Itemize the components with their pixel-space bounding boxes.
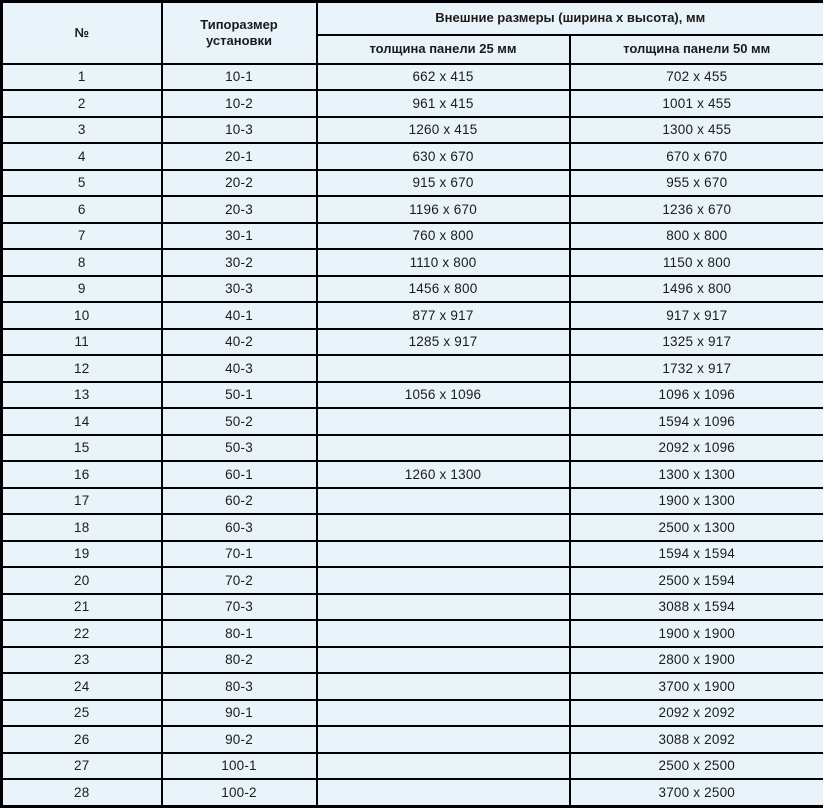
table-row [2, 196, 823, 223]
cell-row-number: 23 [2, 647, 162, 674]
cell-type-size: 60-3 [162, 514, 317, 541]
cell-type-size: 30-3 [162, 276, 317, 303]
cell-row-number: 1 [2, 64, 162, 91]
cell-row-number: 22 [2, 620, 162, 647]
cell-dims-50mm: 1300 x 455 [570, 117, 823, 144]
cell-dims-25mm [317, 620, 570, 647]
cell-dims-25mm: 1110 x 800 [317, 249, 570, 276]
cell-row-number: 19 [2, 541, 162, 568]
cell-row-number: 5 [2, 170, 162, 197]
cell-dims-25mm [317, 408, 570, 435]
cell-dims-50mm: 1325 x 917 [570, 329, 823, 356]
table-row [2, 461, 823, 488]
cell-dims-25mm: 630 x 670 [317, 143, 570, 170]
cell-dims-50mm: 1900 x 1300 [570, 488, 823, 515]
cell-dims-25mm: 662 x 415 [317, 64, 570, 91]
table-row [2, 700, 823, 727]
cell-type-size: 80-3 [162, 673, 317, 700]
cell-row-number: 3 [2, 117, 162, 144]
table-row [2, 488, 823, 515]
table-row [2, 170, 823, 197]
cell-dims-25mm: 1196 x 670 [317, 196, 570, 223]
cell-dims-25mm [317, 488, 570, 515]
cell-row-number: 13 [2, 382, 162, 409]
cell-row-number: 7 [2, 223, 162, 250]
cell-row-number: 10 [2, 302, 162, 329]
table-row [2, 620, 823, 647]
cell-dims-25mm: 877 x 917 [317, 302, 570, 329]
header-panel-thickness-50: толщина панели 50 мм [570, 35, 823, 64]
cell-type-size: 10-3 [162, 117, 317, 144]
cell-type-size: 20-2 [162, 170, 317, 197]
cell-type-size: 90-1 [162, 700, 317, 727]
cell-dims-25mm: 1056 x 1096 [317, 382, 570, 409]
header-row-number: № [2, 2, 162, 64]
table-header [2, 2, 823, 64]
cell-row-number: 11 [2, 329, 162, 356]
cell-dims-50mm: 2092 x 1096 [570, 435, 823, 462]
cell-type-size: 10-1 [162, 64, 317, 91]
table-row [2, 567, 823, 594]
table-row [2, 276, 823, 303]
cell-dims-50mm: 1732 x 917 [570, 355, 823, 382]
cell-dims-50mm: 1001 x 455 [570, 90, 823, 117]
cell-dims-50mm: 2800 x 1900 [570, 647, 823, 674]
cell-dims-25mm [317, 673, 570, 700]
cell-type-size: 50-3 [162, 435, 317, 462]
cell-type-size: 50-1 [162, 382, 317, 409]
cell-dims-50mm: 3088 x 1594 [570, 594, 823, 621]
cell-dims-25mm: 1456 x 800 [317, 276, 570, 303]
cell-dims-50mm: 2500 x 1594 [570, 567, 823, 594]
cell-row-number: 24 [2, 673, 162, 700]
table-row [2, 594, 823, 621]
cell-row-number: 20 [2, 567, 162, 594]
cell-type-size: 40-3 [162, 355, 317, 382]
cell-type-size: 70-1 [162, 541, 317, 568]
cell-dims-25mm: 961 x 415 [317, 90, 570, 117]
table-row [2, 753, 823, 780]
cell-type-size: 70-2 [162, 567, 317, 594]
table-row [2, 117, 823, 144]
cell-row-number: 26 [2, 726, 162, 753]
cell-row-number: 27 [2, 753, 162, 780]
cell-dims-50mm: 1900 x 1900 [570, 620, 823, 647]
cell-type-size: 20-1 [162, 143, 317, 170]
cell-dims-50mm: 670 x 670 [570, 143, 823, 170]
cell-type-size: 10-2 [162, 90, 317, 117]
cell-dims-25mm [317, 567, 570, 594]
cell-dims-50mm: 917 x 917 [570, 302, 823, 329]
table-row [2, 143, 823, 170]
header-type-size: Типоразмер установки [162, 2, 317, 64]
header-panel-thickness-25: толщина панели 25 мм [317, 35, 570, 64]
table-row [2, 435, 823, 462]
cell-row-number: 4 [2, 143, 162, 170]
cell-dims-25mm [317, 541, 570, 568]
cell-type-size: 70-3 [162, 594, 317, 621]
cell-dims-50mm: 2500 x 1300 [570, 514, 823, 541]
cell-dims-25mm [317, 726, 570, 753]
cell-row-number: 21 [2, 594, 162, 621]
cell-type-size: 60-2 [162, 488, 317, 515]
cell-type-size: 20-3 [162, 196, 317, 223]
table-row [2, 90, 823, 117]
cell-dims-50mm: 2500 x 2500 [570, 753, 823, 780]
cell-type-size: 40-1 [162, 302, 317, 329]
cell-type-size: 30-2 [162, 249, 317, 276]
cell-row-number: 2 [2, 90, 162, 117]
cell-dims-50mm: 955 x 670 [570, 170, 823, 197]
cell-type-size: 40-2 [162, 329, 317, 356]
table-row [2, 514, 823, 541]
cell-dims-50mm: 1594 x 1594 [570, 541, 823, 568]
cell-row-number: 25 [2, 700, 162, 727]
cell-dims-25mm: 760 x 800 [317, 223, 570, 250]
cell-row-number: 8 [2, 249, 162, 276]
cell-dims-50mm: 1236 x 670 [570, 196, 823, 223]
cell-type-size: 90-2 [162, 726, 317, 753]
cell-dims-25mm: 1260 x 1300 [317, 461, 570, 488]
cell-type-size: 100-2 [162, 779, 317, 807]
cell-dims-50mm: 3088 x 2092 [570, 726, 823, 753]
cell-dims-50mm: 1496 x 800 [570, 276, 823, 303]
cell-dims-25mm: 915 x 670 [317, 170, 570, 197]
cell-type-size: 50-2 [162, 408, 317, 435]
cell-type-size: 80-2 [162, 647, 317, 674]
cell-type-size: 100-1 [162, 753, 317, 780]
table-row [2, 382, 823, 409]
table-row [2, 726, 823, 753]
cell-dims-25mm: 1285 x 917 [317, 329, 570, 356]
cell-dims-25mm: 1260 x 415 [317, 117, 570, 144]
table-row [2, 541, 823, 568]
cell-dims-25mm [317, 753, 570, 780]
table-row [2, 779, 823, 807]
cell-dims-50mm: 1096 x 1096 [570, 382, 823, 409]
cell-type-size: 80-1 [162, 620, 317, 647]
cell-dims-25mm [317, 435, 570, 462]
cell-row-number: 18 [2, 514, 162, 541]
cell-type-size: 60-1 [162, 461, 317, 488]
table-row [2, 223, 823, 250]
cell-dims-25mm [317, 514, 570, 541]
header-outer-dimensions: Внешние размеры (ширина х высота), мм [317, 2, 823, 35]
cell-row-number: 15 [2, 435, 162, 462]
cell-dims-25mm [317, 355, 570, 382]
cell-dims-50mm: 3700 x 1900 [570, 673, 823, 700]
cell-dims-25mm [317, 647, 570, 674]
cell-dims-50mm: 702 x 455 [570, 64, 823, 91]
cell-row-number: 14 [2, 408, 162, 435]
cell-dims-25mm [317, 779, 570, 807]
table-row [2, 673, 823, 700]
cell-dims-50mm: 1300 x 1300 [570, 461, 823, 488]
cell-row-number: 16 [2, 461, 162, 488]
cell-dims-50mm: 800 x 800 [570, 223, 823, 250]
cell-dims-25mm [317, 594, 570, 621]
cell-type-size: 30-1 [162, 223, 317, 250]
table-row [2, 355, 823, 382]
cell-dims-50mm: 1150 x 800 [570, 249, 823, 276]
cell-row-number: 28 [2, 779, 162, 807]
cell-row-number: 12 [2, 355, 162, 382]
table-row [2, 302, 823, 329]
cell-row-number: 9 [2, 276, 162, 303]
cell-row-number: 17 [2, 488, 162, 515]
cell-dims-50mm: 1594 x 1096 [570, 408, 823, 435]
table-row [2, 647, 823, 674]
table-body [2, 64, 823, 807]
table-row [2, 329, 823, 356]
cell-dims-50mm: 2092 x 2092 [570, 700, 823, 727]
table-row [2, 249, 823, 276]
cell-dims-25mm [317, 700, 570, 727]
cell-row-number: 6 [2, 196, 162, 223]
table-row [2, 408, 823, 435]
table-row [2, 64, 823, 91]
cell-dims-50mm: 3700 x 2500 [570, 779, 823, 807]
